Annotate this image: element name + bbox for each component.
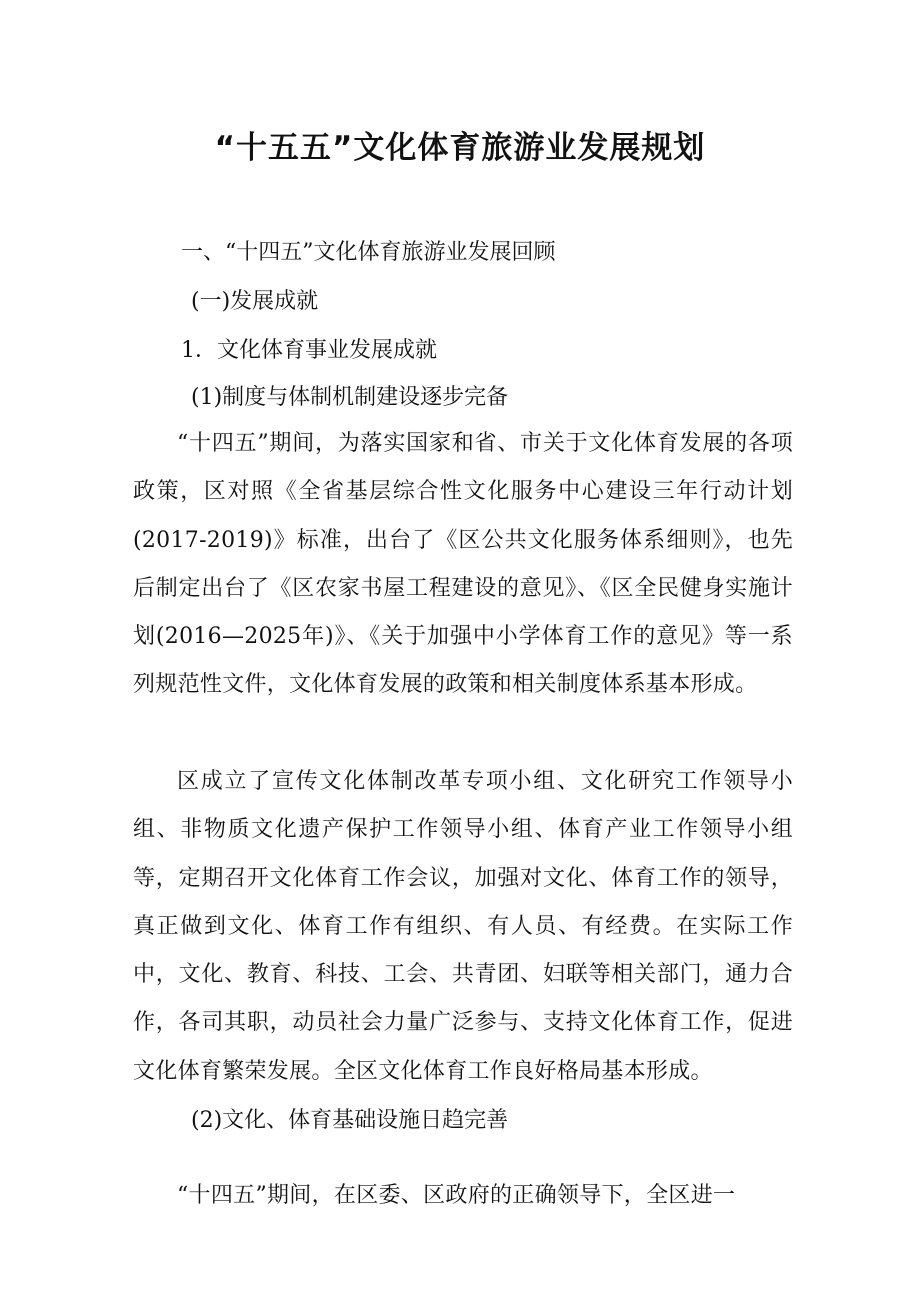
subsection-heading: (一)发展成就 bbox=[191, 289, 319, 314]
body-paragraph-3: “十四五”期间，在区委、区政府的正确领导下，全区进一 bbox=[177, 1183, 736, 1208]
item-heading-2: (2)文化、体育基础设施日趋完善 bbox=[191, 1108, 509, 1133]
body-paragraph-2: 区成立了宣传文化体制改革专项小组、文化研究工作领导小组、非物质文化遗产保护工作领导小组、体育产业工作领导小组等，定期召开文化体育工作会议，加强对文化、体育工作的领导，真正做到文化、体育工作有组织、有人员、有经费。在实际工作中，文化、教育、科技、工会、共青团、妇联等相关部门，通力合作，各司其职，动员社会力量广泛参与、支持文化体育工作，促进文化体育繁荣发展。全区文化体育工作良好格局基本形成。 bbox=[133, 769, 793, 1084]
subsubsection-heading: 1．文化体育事业发展成就 bbox=[181, 338, 437, 363]
item-heading-1: (1)制度与体制机制建设逐步完备 bbox=[191, 385, 509, 410]
document-title: “十五五”文化体育旅游业发展规划 bbox=[214, 130, 706, 166]
body-paragraph-1: “十四五”期间，为落实国家和省、市关于文化体育发展的各项政策，区对照《全省基层综合性文化服务中心建设三年行动计划(2017-2019)》标准，出台了《区公共文化服务体系细则》，也先后制定出台了《区农家书屋工程建设的意见》、《区全民健身实施计划(2016—2025年)》、《关于加强中小学体育工作的意见》等一系列规范性文件，文化体育发展的政策和相关制度体系基本形成。 bbox=[133, 431, 793, 698]
section-heading-1: 一、“十四五”文化体育旅游业发展回顾 bbox=[181, 240, 556, 265]
